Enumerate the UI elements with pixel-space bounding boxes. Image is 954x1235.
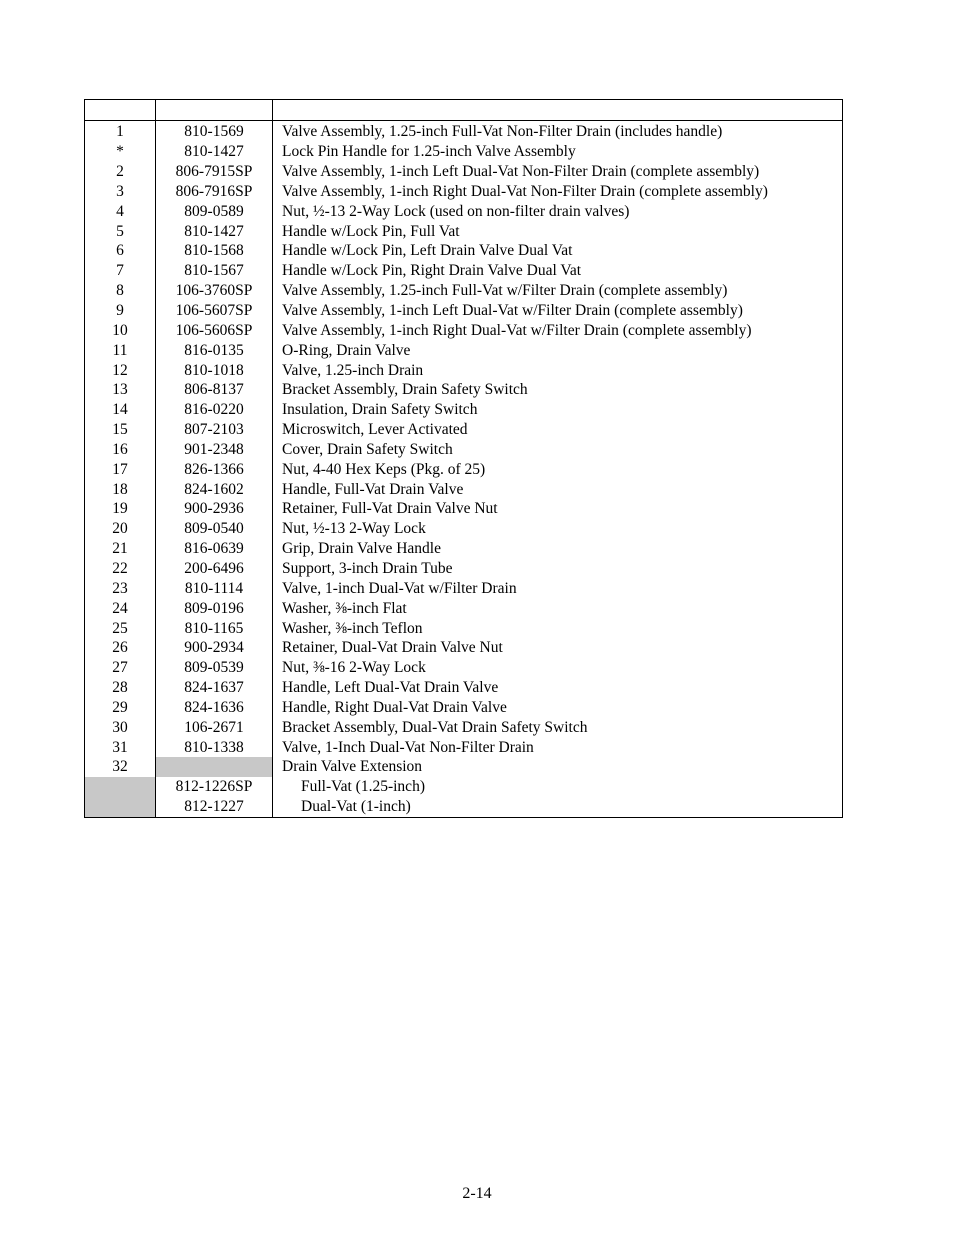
part-number-cell: 824-1636 xyxy=(156,697,273,717)
table-row xyxy=(85,459,843,479)
table-row xyxy=(85,281,843,301)
description-cell: Microswitch, Lever Activated xyxy=(273,420,843,440)
description-cell: Valve Assembly, 1-inch Left Dual-Vat Non-Filter Drain (complete assembly) xyxy=(273,162,843,182)
description-cell: Dual-Vat (1-inch) xyxy=(273,797,843,817)
table-row xyxy=(85,360,843,380)
item-number-cell: * xyxy=(85,142,156,162)
description-cell: Grip, Drain Valve Handle xyxy=(273,539,843,559)
description-cell: Washer, ⅜-inch Flat xyxy=(273,598,843,618)
item-number-cell: 22 xyxy=(85,559,156,579)
item-number-cell: 21 xyxy=(85,539,156,559)
item-number-cell: 28 xyxy=(85,678,156,698)
item-number-cell: 9 xyxy=(85,301,156,321)
table-row xyxy=(85,400,843,420)
part-number-cell: 824-1602 xyxy=(156,479,273,499)
table-row xyxy=(85,182,843,202)
description-cell: Nut, ½-13 2-Way Lock xyxy=(273,519,843,539)
item-number-cell: 7 xyxy=(85,261,156,281)
description-cell: Support, 3-inch Drain Tube xyxy=(273,559,843,579)
part-number-cell: 816-0639 xyxy=(156,539,273,559)
part-number-cell: 816-0220 xyxy=(156,400,273,420)
description-cell: Valve, 1-Inch Dual-Vat Non-Filter Drain xyxy=(273,737,843,757)
part-number-cell: 806-7916SP xyxy=(156,182,273,202)
table-row xyxy=(85,142,843,162)
page-number: 2-14 xyxy=(462,1185,492,1202)
part-number-cell: 806-7915SP xyxy=(156,162,273,182)
item-number-cell: 11 xyxy=(85,340,156,360)
item-number-cell: 25 xyxy=(85,618,156,638)
description-cell: O-Ring, Drain Valve xyxy=(273,340,843,360)
description-cell: Valve Assembly, 1-inch Right Dual-Vat w/Filter Drain (complete assembly) xyxy=(273,320,843,340)
part-number-cell: 809-0540 xyxy=(156,519,273,539)
table-row xyxy=(85,638,843,658)
part-number-cell: 901-2348 xyxy=(156,440,273,460)
table-row xyxy=(85,320,843,340)
description-cell: Valve Assembly, 1.25-inch Full-Vat Non-Filter Drain (includes handle) xyxy=(273,121,843,142)
item-number-cell: 17 xyxy=(85,459,156,479)
part-number-cell: 810-1569 xyxy=(156,121,273,142)
item-number-cell: 19 xyxy=(85,499,156,519)
description-cell: Bracket Assembly, Drain Safety Switch xyxy=(273,380,843,400)
header-part-number xyxy=(156,100,273,121)
table-row xyxy=(85,499,843,519)
description-cell: Cover, Drain Safety Switch xyxy=(273,440,843,460)
part-number-cell: 809-0589 xyxy=(156,201,273,221)
table-row xyxy=(85,301,843,321)
item-number-cell: 24 xyxy=(85,598,156,618)
description-cell: Handle, Right Dual-Vat Drain Valve xyxy=(273,697,843,717)
table-row xyxy=(85,777,843,797)
description-cell: Handle w/Lock Pin, Right Drain Valve Dual Vat xyxy=(273,261,843,281)
part-number-cell: 816-0135 xyxy=(156,340,273,360)
item-number-cell: 30 xyxy=(85,717,156,737)
item-number-cell: 8 xyxy=(85,281,156,301)
description-cell: Full-Vat (1.25-inch) xyxy=(273,777,843,797)
part-number-cell xyxy=(156,757,273,777)
item-number-cell: 20 xyxy=(85,519,156,539)
header-item-number xyxy=(85,100,156,121)
table-row xyxy=(85,380,843,400)
table-row xyxy=(85,658,843,678)
description-cell: Handle, Full-Vat Drain Valve xyxy=(273,479,843,499)
table-row xyxy=(85,598,843,618)
item-number-cell: 27 xyxy=(85,658,156,678)
item-number-cell: 15 xyxy=(85,420,156,440)
description-cell: Bracket Assembly, Dual-Vat Drain Safety Switch xyxy=(273,717,843,737)
item-number-cell xyxy=(85,777,156,797)
description-cell: Valve Assembly, 1-inch Right Dual-Vat Non-Filter Drain (complete assembly) xyxy=(273,182,843,202)
part-number-cell: 809-0539 xyxy=(156,658,273,678)
part-number-cell: 106-5606SP xyxy=(156,320,273,340)
description-cell: Lock Pin Handle for 1.25-inch Valve Assembly xyxy=(273,142,843,162)
part-number-cell: 810-1568 xyxy=(156,241,273,261)
item-number-cell: 4 xyxy=(85,201,156,221)
table-row xyxy=(85,261,843,281)
part-number-cell: 810-1427 xyxy=(156,142,273,162)
description-cell: Retainer, Full-Vat Drain Valve Nut xyxy=(273,499,843,519)
table-row xyxy=(85,241,843,261)
item-number-cell: 6 xyxy=(85,241,156,261)
table-row xyxy=(85,201,843,221)
item-number-cell: 12 xyxy=(85,360,156,380)
item-number-cell: 31 xyxy=(85,737,156,757)
table-row xyxy=(85,162,843,182)
item-number-cell xyxy=(85,797,156,817)
table-row xyxy=(85,797,843,817)
part-number-cell: 812-1226SP xyxy=(156,777,273,797)
item-number-cell: 14 xyxy=(85,400,156,420)
table-row xyxy=(85,340,843,360)
part-number-cell: 806-8137 xyxy=(156,380,273,400)
table-row xyxy=(85,519,843,539)
part-number-cell: 826-1366 xyxy=(156,459,273,479)
parts-table-body xyxy=(85,121,843,818)
part-number-cell: 824-1637 xyxy=(156,678,273,698)
part-number-cell: 106-3760SP xyxy=(156,281,273,301)
parts-list-table xyxy=(84,99,843,818)
description-cell: Washer, ⅜-inch Teflon xyxy=(273,618,843,638)
table-row xyxy=(85,697,843,717)
table-row xyxy=(85,618,843,638)
item-number-cell: 5 xyxy=(85,221,156,241)
item-number-cell: 29 xyxy=(85,697,156,717)
item-number-cell: 1 xyxy=(85,121,156,142)
table-row xyxy=(85,121,843,142)
part-number-cell: 900-2934 xyxy=(156,638,273,658)
table-header-row xyxy=(85,100,843,121)
table-row xyxy=(85,440,843,460)
item-number-cell: 26 xyxy=(85,638,156,658)
table-row xyxy=(85,479,843,499)
description-cell: Valve, 1.25-inch Drain xyxy=(273,360,843,380)
part-number-cell: 106-5607SP xyxy=(156,301,273,321)
description-cell: Handle w/Lock Pin, Full Vat xyxy=(273,221,843,241)
description-cell: Retainer, Dual-Vat Drain Valve Nut xyxy=(273,638,843,658)
table-row xyxy=(85,678,843,698)
header-description xyxy=(273,100,843,121)
item-number-cell: 13 xyxy=(85,380,156,400)
description-cell: Valve, 1-inch Dual-Vat w/Filter Drain xyxy=(273,578,843,598)
description-cell: Nut, ⅜-16 2-Way Lock xyxy=(273,658,843,678)
table-row xyxy=(85,717,843,737)
table-row xyxy=(85,559,843,579)
part-number-cell: 810-1427 xyxy=(156,221,273,241)
part-number-cell: 810-1165 xyxy=(156,618,273,638)
item-number-cell: 3 xyxy=(85,182,156,202)
item-number-cell: 2 xyxy=(85,162,156,182)
description-cell: Handle w/Lock Pin, Left Drain Valve Dual Vat xyxy=(273,241,843,261)
part-number-cell: 200-6496 xyxy=(156,559,273,579)
item-number-cell: 32 xyxy=(85,757,156,777)
table-row xyxy=(85,420,843,440)
item-number-cell: 18 xyxy=(85,479,156,499)
description-cell: Drain Valve Extension xyxy=(273,757,843,777)
item-number-cell: 23 xyxy=(85,578,156,598)
part-number-cell: 812-1227 xyxy=(156,797,273,817)
part-number-cell: 810-1567 xyxy=(156,261,273,281)
description-cell: Valve Assembly, 1-inch Left Dual-Vat w/Filter Drain (complete assembly) xyxy=(273,301,843,321)
table-row xyxy=(85,757,843,777)
item-number-cell: 16 xyxy=(85,440,156,460)
description-cell: Nut, 4-40 Hex Keps (Pkg. of 25) xyxy=(273,459,843,479)
item-number-cell: 10 xyxy=(85,320,156,340)
part-number-cell: 810-1338 xyxy=(156,737,273,757)
description-cell: Nut, ½-13 2-Way Lock (used on non-filter drain valves) xyxy=(273,201,843,221)
description-cell: Insulation, Drain Safety Switch xyxy=(273,400,843,420)
part-number-cell: 810-1114 xyxy=(156,578,273,598)
description-cell: Handle, Left Dual-Vat Drain Valve xyxy=(273,678,843,698)
table-row xyxy=(85,221,843,241)
part-number-cell: 106-2671 xyxy=(156,717,273,737)
table-row xyxy=(85,578,843,598)
part-number-cell: 810-1018 xyxy=(156,360,273,380)
description-cell: Valve Assembly, 1.25-inch Full-Vat w/Filter Drain (complete assembly) xyxy=(273,281,843,301)
part-number-cell: 900-2936 xyxy=(156,499,273,519)
part-number-cell: 807-2103 xyxy=(156,420,273,440)
part-number-cell: 809-0196 xyxy=(156,598,273,618)
table-row xyxy=(85,737,843,757)
table-row xyxy=(85,539,843,559)
